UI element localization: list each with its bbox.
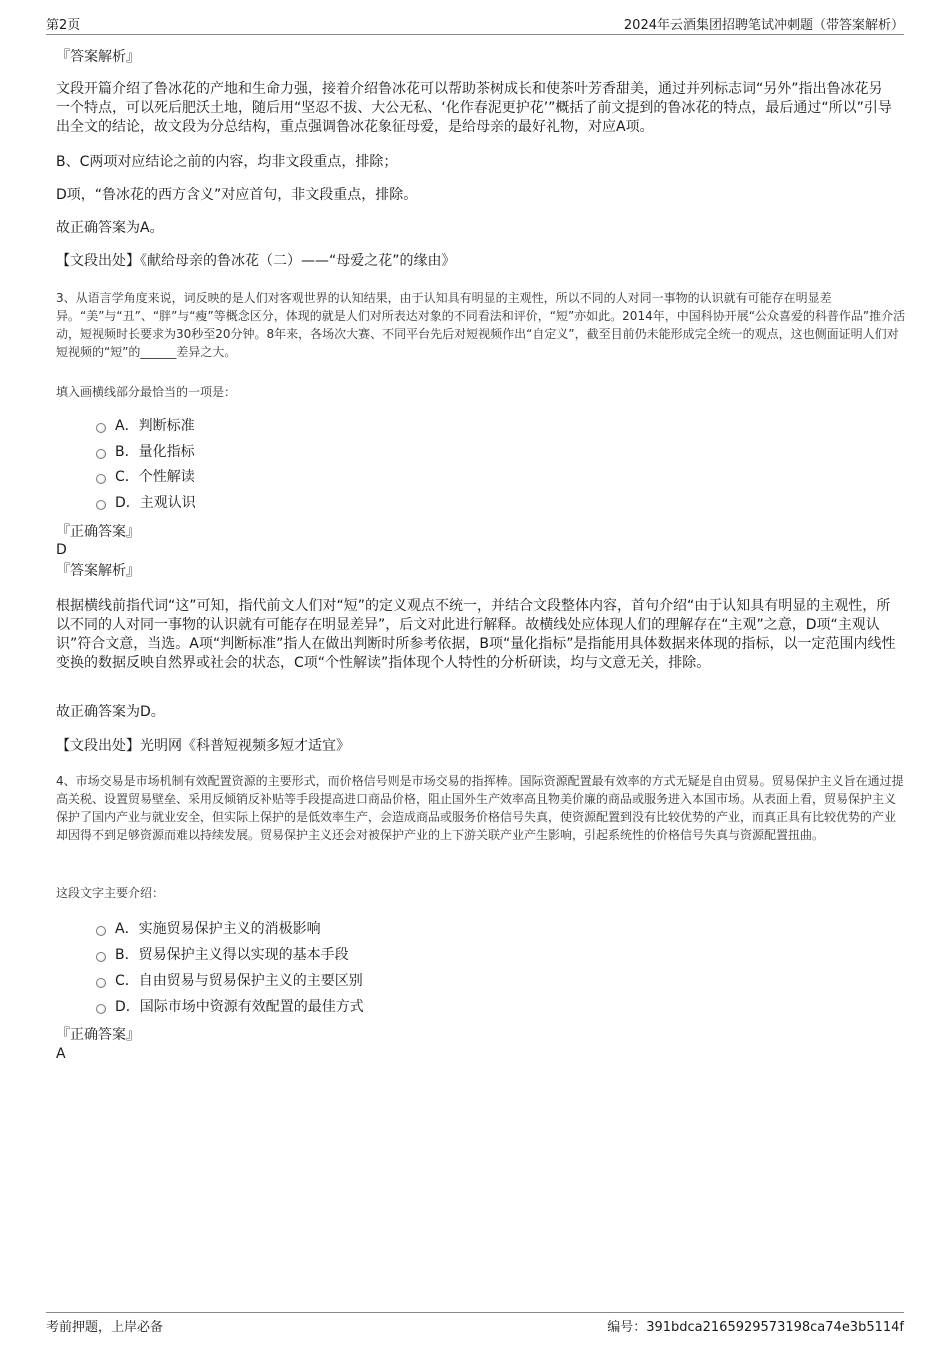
radio-button-icon[interactable] bbox=[96, 500, 106, 510]
q4-prompt: 这段文字主要介绍： bbox=[56, 886, 165, 900]
q3-option-a[interactable] bbox=[96, 417, 195, 435]
q2-analysis-line2: B、C两项对应结论之前的内容，均非文段重点，排除； bbox=[56, 154, 398, 170]
option-label: C．个性解读 bbox=[115, 469, 195, 485]
radio-button-icon[interactable] bbox=[96, 449, 106, 459]
option-label: B．贸易保护主义得以实现的基本手段 bbox=[115, 947, 349, 963]
q3-answer: D bbox=[56, 542, 67, 558]
q4-option-b[interactable] bbox=[96, 946, 349, 964]
q3-option-c[interactable] bbox=[96, 468, 195, 486]
radio-button-icon[interactable] bbox=[96, 423, 106, 433]
option-label: B．量化指标 bbox=[115, 444, 195, 460]
q3-answer-label: 『正确答案』 bbox=[56, 524, 140, 540]
q4-answer-label: 『正确答案』 bbox=[56, 1027, 140, 1043]
radio-button-icon[interactable] bbox=[96, 952, 106, 962]
radio-button-icon[interactable] bbox=[96, 978, 106, 988]
page-number: 第2页 bbox=[46, 18, 81, 33]
q3-option-b[interactable] bbox=[96, 443, 195, 461]
page-footer bbox=[46, 1312, 904, 1336]
q3-analysis-text: 根据横线前指代词“这”可知，指代前文人们对“短”的定义观点不统一，并结合文段整体内容，首句介绍“由于认知具有明显的主观性，所以不同的人对同一事物的认识就有可能存在明显差异”，后文对此进行解释。故横线处应体现人们的理解存在“主观”之意，D项“主观认识”符合文意，当选。A项“判断标准”指人在做出判断时所参考依据，B项“量化指标”是指能用具体数据来体现的指标，以一定范围内线性变换的数据反映自然界或社会的状态，C项“个性解读”指体现个人特性的分析研读，均与文意无关，排除。 bbox=[56, 598, 896, 671]
radio-button-icon[interactable] bbox=[96, 1004, 106, 1014]
radio-button-icon[interactable] bbox=[96, 474, 106, 484]
q4-stem: 4、市场交易是市场机制有效配置资源的主要形式，而价格信号则是市场交易的指挥棒。国际资源配置最有效率的方式无疑是自由贸易。贸易保护主义旨在通过提高关税、设置贸易壁垒、采用反倾销反补贴等手段提高进口商品价格，阻止国外生产效率高且物美价廉的商品或服务进入本国市场。从表面上看，贸易保护主义保护了国内产业与就业安全，但实际上保护的是低效率生产，会造成商品或服务价格信号失真，使资源配置到没有比较优势的产业，而真正具有比较优势的产业却因得不到足够资源而难以持续发展。贸易保护主义还会对被保护产业的上下游关联产业产生影响，引起系统性的价格信号失真与资源配置扭曲。 bbox=[56, 774, 904, 842]
option-label: D．国际市场中资源有效配置的最佳方式 bbox=[115, 999, 364, 1015]
document-id: 编号：391bdca2165929573198ca74e3b5114f bbox=[607, 1320, 904, 1335]
q2-analysis-line3: D项，“鲁冰花的西方含义”对应首句，非文段重点，排除。 bbox=[56, 187, 418, 203]
q2-analysis-text: 文段开篇介绍了鲁冰花的产地和生命力强，接着介绍鲁冰花可以帮助茶树成长和使茶叶芳香甜美，通过并列标志词“另外”指出鲁冰花另一个特点，可以死后肥沃土地，随后用“坚忍不拔、大公无私、‘化作春泥更护花’”概括了前文提到的鲁冰花的特点，最后通过“所以”引导出全文的结论，故文段为分总结构，重点强调鲁冰花象征母爱，是给母亲的最好礼物，对应A项。 bbox=[56, 81, 892, 135]
q2-analysis-label: 『答案解析』 bbox=[56, 49, 140, 65]
q4-option-d[interactable] bbox=[96, 998, 364, 1016]
q3-analysis-label: 『答案解析』 bbox=[56, 563, 140, 579]
q3-conclusion: 故正确答案为D。 bbox=[56, 704, 165, 720]
page-header bbox=[46, 14, 904, 35]
q3-source: 【文段出处】光明网《科普短视频多短才适宜》 bbox=[56, 738, 350, 754]
q2-conclusion: 故正确答案为A。 bbox=[56, 220, 164, 236]
footer-slogan: 考前押题，上岸必备 bbox=[46, 1320, 164, 1335]
q3-option-d[interactable] bbox=[96, 494, 196, 512]
q4-answer: A bbox=[56, 1046, 66, 1062]
q3-stem: 3、从语言学角度来说，词反映的是人们对客观世界的认知结果，由于认知具有明显的主观性，所以不同的人对同一事物的认识就有可能存在明显差异。“美”与“丑”、“胖”与“瘦”等概念区分，体现的就是人们对所表达对象的不同看法和评价，“短”亦如此。2014年，中国科协开展“公众喜爱的科普作品”推介活动，短视频时长要求为30秒至20分钟。8年来，各场次大赛、不同平台先后对短视频作出“自定义”，截至目前仍未能形成完全统一的观点，这也侧面证明人们对短视频的“短”的______差异之大。 bbox=[56, 291, 906, 359]
option-label: C．自由贸易与贸易保护主义的主要区别 bbox=[115, 973, 363, 989]
radio-button-icon[interactable] bbox=[96, 926, 106, 936]
q4-option-c[interactable] bbox=[96, 972, 363, 990]
q3-prompt: 填入画横线部分最恰当的一项是： bbox=[56, 385, 237, 399]
option-label: A．实施贸易保护主义的消极影响 bbox=[115, 921, 321, 937]
document-title: 2024年云酒集团招聘笔试冲刺题（带答案解析） bbox=[623, 18, 904, 33]
q4-option-a[interactable] bbox=[96, 920, 321, 938]
option-label: A．判断标准 bbox=[115, 418, 195, 434]
q2-source: 【文段出处】《献给母亲的鲁冰花（二）——“母爱之花”的缘由》 bbox=[56, 253, 456, 269]
option-label: D．主观认识 bbox=[115, 495, 196, 511]
